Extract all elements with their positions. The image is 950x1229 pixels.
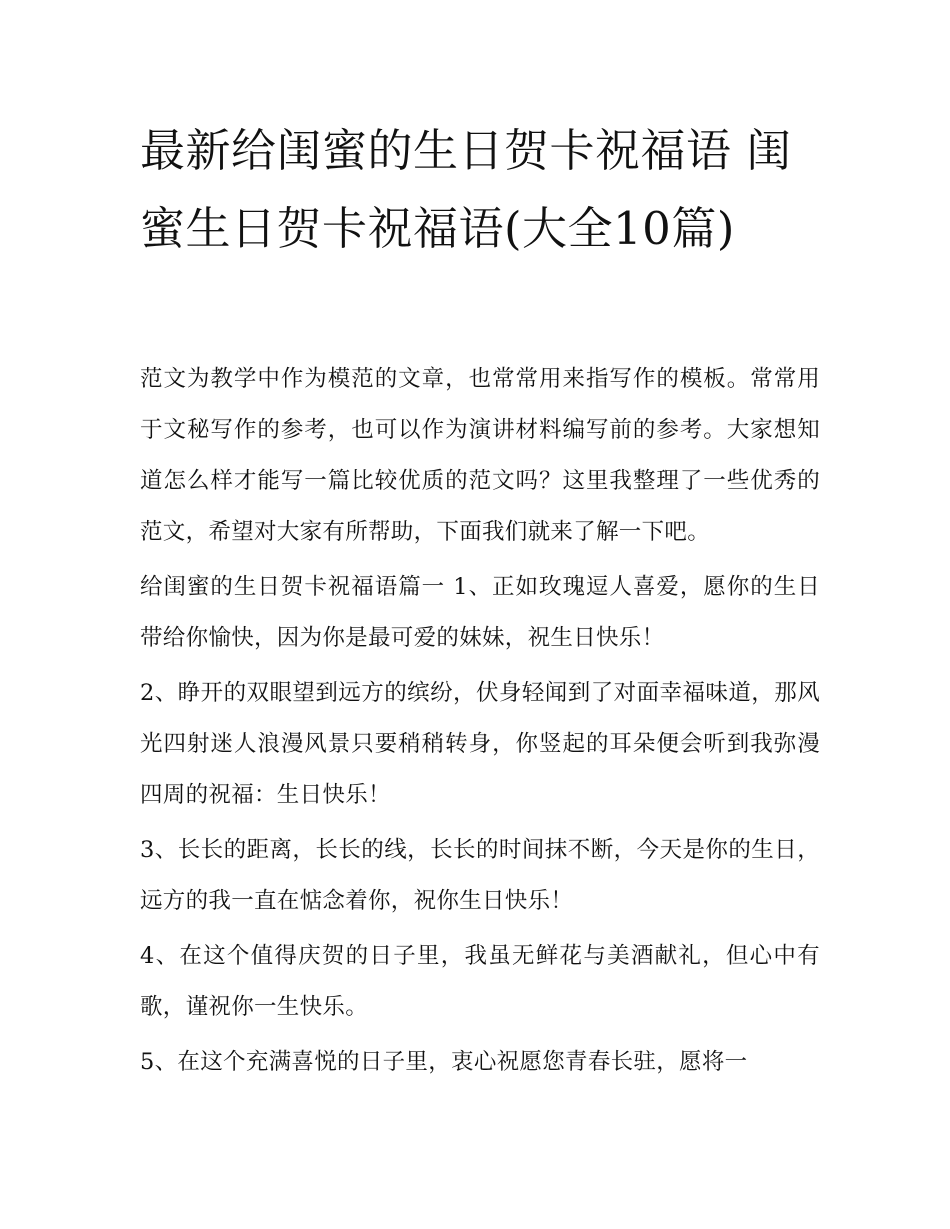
wish-paragraph-1: 给闺蜜的生日贺卡祝福语篇一 1、正如玫瑰逗人喜爱，愿你的生日带给你愉快，因为你是最可爱的妹妹，祝生日快乐！ [140, 574, 820, 651]
wish-paragraph-5: 5、在这个充满喜悦的日子里，衷心祝愿您青春长驻，愿将一 [140, 1049, 748, 1075]
document-title: 最新给闺蜜的生日贺卡祝福语 闺蜜生日贺卡祝福语(大全10篇) [140, 124, 792, 255]
wish-paragraph-3: 3、长长的距离，长长的线，长长的时间抹不断，今天是你的生日，远方的我一直在惦念着你，祝你生日快乐！ [140, 837, 820, 914]
wish-paragraph-2: 2、睁开的双眼望到远方的缤纷，伏身轻闻到了对面幸福味道，那风光四射迷人浪漫风景只要稍稍转身，你竖起的耳朵便会听到我弥漫四周的祝福：生日快乐！ [140, 680, 820, 808]
intro-paragraph: 范文为教学中作为模范的文章，也常常用来指写作的模板。常常用于文秘写作的参考，也可以作为演讲材料编写前的参考。大家想知道怎么样才能写一篇比较优质的范文吗？这里我整理了一些优秀的范文，希望对大家有所帮助，下面我们就来了解一下吧。 [140, 366, 820, 545]
document-body [140, 354, 820, 1092]
wish-paragraph-4: 4、在这个值得庆贺的日子里，我虽无鲜花与美酒献礼，但心中有歌，谨祝你一生快乐。 [140, 943, 820, 1020]
